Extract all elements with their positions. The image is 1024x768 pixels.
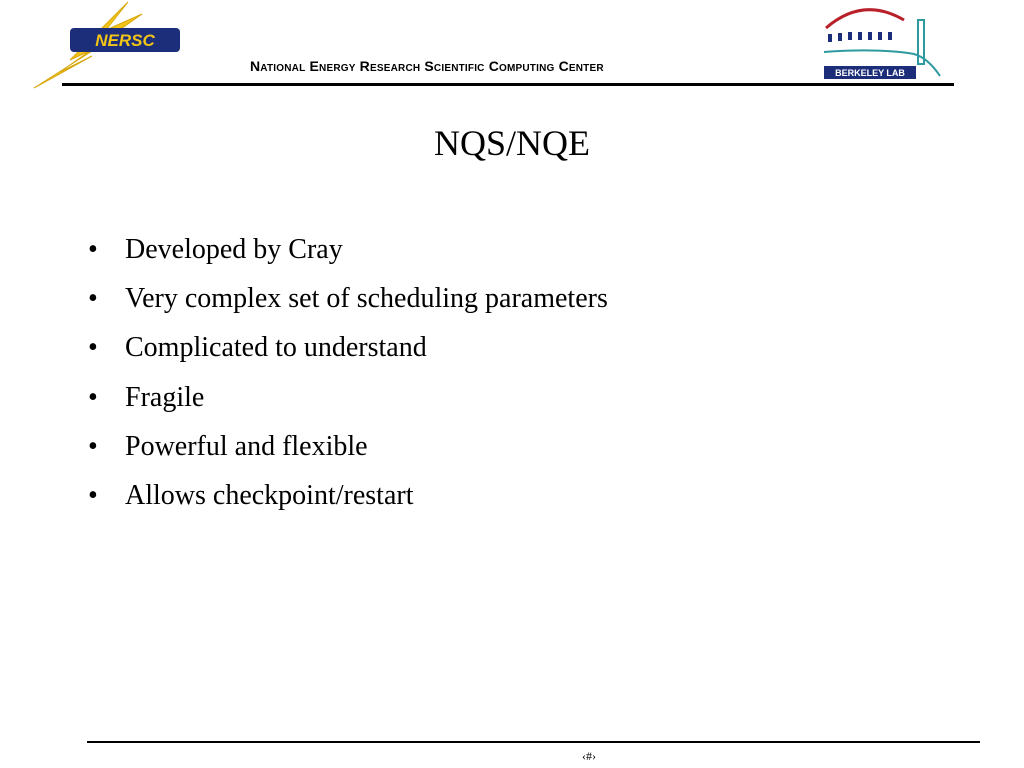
header-rule [62,83,954,86]
berkeley-logo-text: BERKELEY LAB [835,68,905,78]
organization-title: National Energy Research Scientific Computing Center [250,58,604,74]
bullet-text: Allows checkpoint/restart [125,479,414,511]
dome-arc-icon [826,10,904,28]
nersc-logo-text: NERSC [95,31,155,50]
page-number: ‹#› [582,749,596,763]
bullet-mark: • [88,430,98,462]
bullet-mark: • [88,381,98,413]
nersc-logo [30,0,190,90]
slide-title: NQS/NQE [433,123,590,163]
list-item [88,277,608,326]
list-item [88,376,608,425]
bullet-mark: • [88,234,98,265]
bullet-text: Fragile [125,381,205,413]
bullet-list [88,228,608,523]
list-item [88,425,608,474]
bullet-text: Powerful and flexible [125,430,368,462]
bullet-mark: • [88,332,98,364]
list-item [88,474,608,523]
list-item [88,228,608,277]
bullet-text: Complicated to understand [125,332,427,364]
bullet-mark: • [88,283,98,315]
bullet-mark: • [88,479,98,511]
berkeley-lab-logo [818,2,948,84]
bullet-text: Developed by Cray [125,234,343,265]
list-item [88,326,608,375]
columns-icon [828,32,892,42]
bullet-text: Very complex set of scheduling parameters [125,283,608,315]
footer-rule [87,741,980,743]
